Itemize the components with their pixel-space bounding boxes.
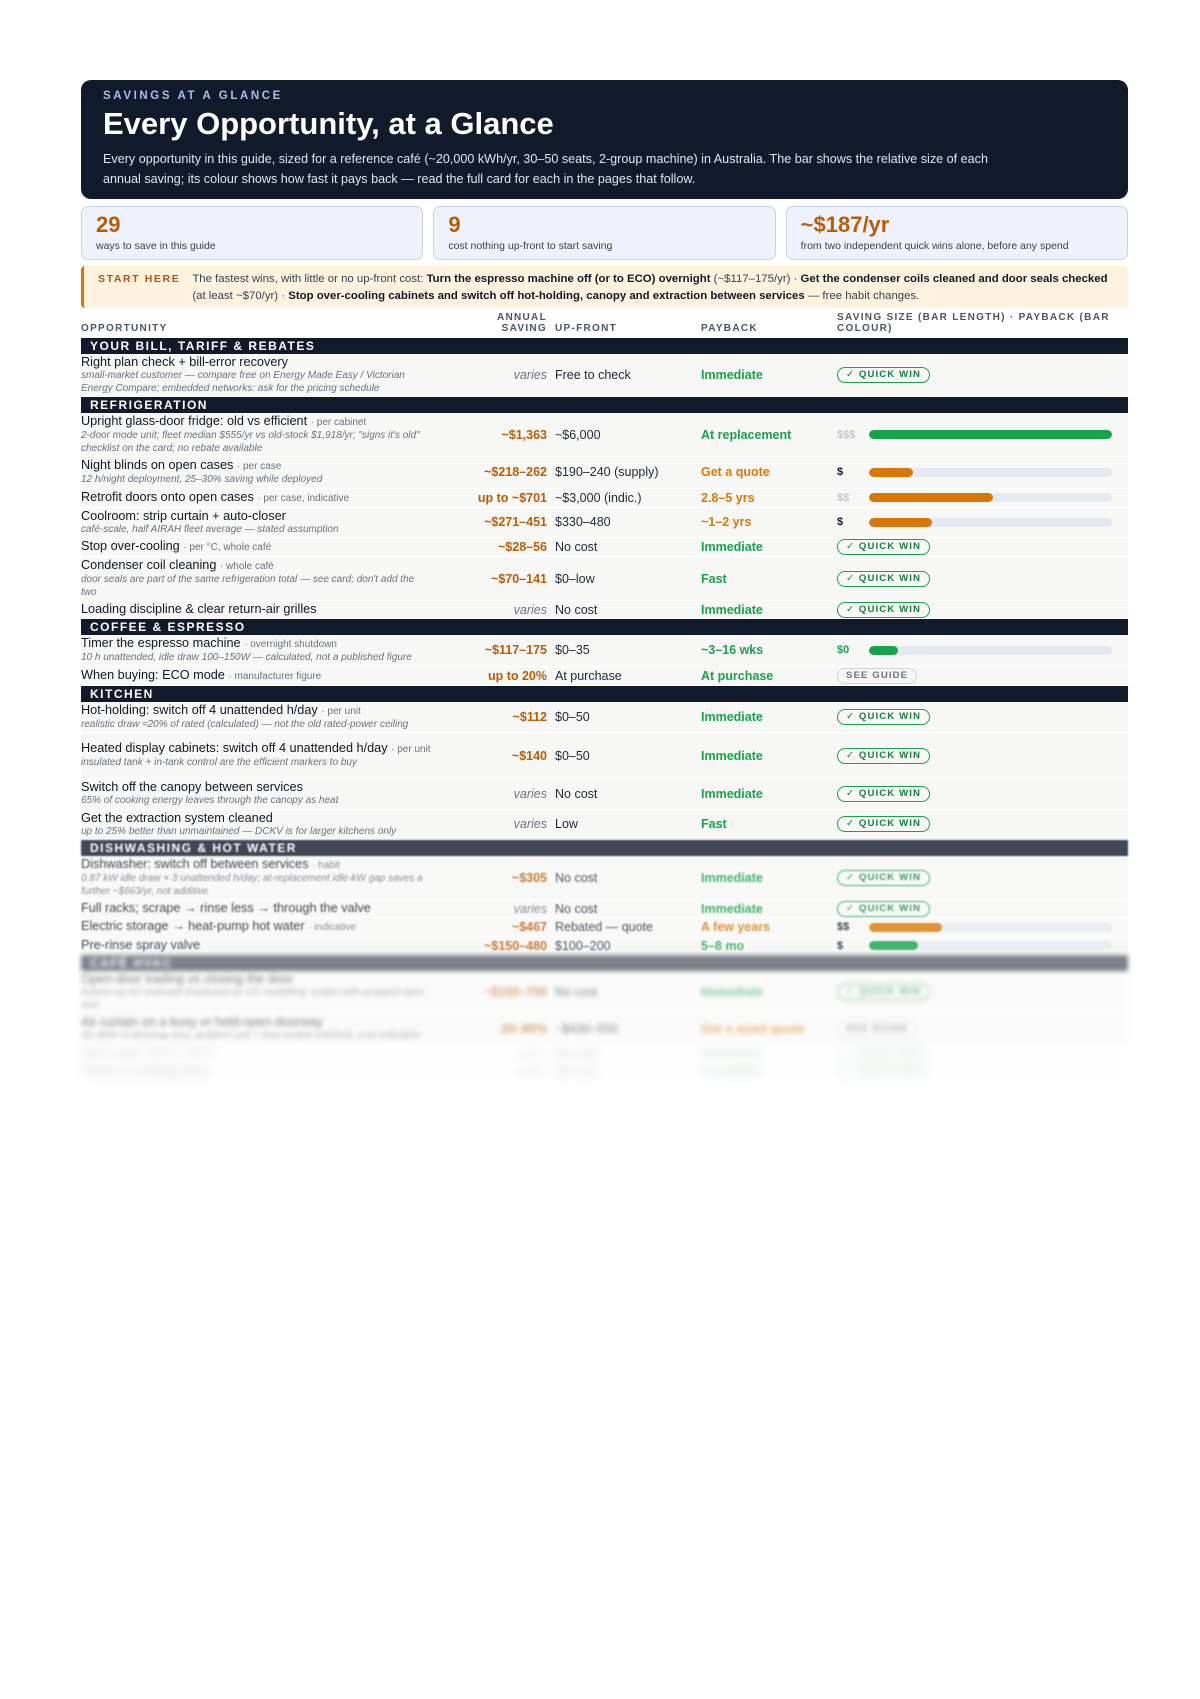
upfront-cost: $0–low bbox=[555, 571, 595, 586]
opportunity-qualifier: · per °C, whole café bbox=[183, 542, 272, 553]
opportunity-name: Condenser coil cleaning bbox=[81, 558, 217, 572]
annual-saving: ~$1,363 bbox=[501, 427, 547, 442]
upfront-cost: ~$430–550 bbox=[555, 1021, 618, 1036]
opportunity-title bbox=[81, 355, 451, 370]
opportunity-title bbox=[81, 780, 451, 795]
cost-level: $$ bbox=[837, 491, 850, 504]
upfront-cost: ~$3,000 (indic.) bbox=[555, 490, 642, 505]
opportunity-name: Get the extraction system cleaned bbox=[81, 810, 273, 825]
payback-period: Immediate bbox=[701, 602, 763, 617]
opportunity-qualifier: · indicative bbox=[308, 922, 356, 933]
column-header-bar: SAVING SIZE (BAR LENGTH) · PAYBACK (BAR COLOUR) bbox=[837, 312, 1110, 334]
section-header: DISHWASHING & HOT WATER bbox=[81, 840, 1128, 856]
opportunity-name: Upright glass-door fridge: old vs efficient bbox=[81, 414, 308, 428]
opportunity-cell bbox=[81, 856, 451, 899]
saving-bar bbox=[869, 430, 1112, 439]
payback-period: Immediate bbox=[701, 748, 763, 763]
saving-size-cell bbox=[837, 1063, 1128, 1079]
upfront-cost: At purchase bbox=[555, 668, 622, 683]
opportunity-title bbox=[81, 490, 451, 506]
stats-row bbox=[81, 206, 1128, 260]
saving-size-cell bbox=[837, 870, 1128, 886]
saving-bar-track bbox=[869, 923, 1112, 932]
opportunity-table bbox=[81, 338, 1128, 1081]
payback-period: Immediate bbox=[701, 1046, 763, 1060]
opportunity-name: Open-door trading vs closing the door bbox=[81, 972, 294, 986]
saving-bar bbox=[869, 468, 913, 477]
see-guide-badge: SEE GUIDE bbox=[837, 1021, 917, 1037]
section-header: CAFÉ HVAC bbox=[81, 955, 1128, 971]
quick-win-badge: ✓ QUICK WIN bbox=[837, 602, 930, 618]
saving-size-cell bbox=[837, 709, 1128, 725]
table-row bbox=[81, 810, 1128, 841]
opportunity-note: bottom-up AU estimate bracketed by US modelling; scales with propped-open time bbox=[81, 987, 425, 1011]
section-header: KITCHEN bbox=[81, 686, 1128, 702]
opportunity-note: up to 25% better than unmaintained — DCKV is for larger kitchens only bbox=[81, 825, 397, 837]
opportunity-title bbox=[81, 901, 451, 916]
column-header-saving: ANNUAL SAVING bbox=[496, 312, 547, 334]
saving-bar-track bbox=[869, 430, 1112, 439]
opportunity-note: café-scale, half AIRAH fleet average — stated assumption bbox=[81, 523, 339, 535]
payback-period: Get a quote bbox=[701, 465, 770, 480]
hero-intro: Every opportunity in this guide, sized for a reference café (~20,000 kWh/yr, 30–50 seats, 2-group machine) in Australia. The bar shows the relative size of each annual saving; its colour shows how fast it pays back — read the full card for each in the pages that follow. bbox=[103, 152, 988, 186]
annual-saving: up to 20% bbox=[487, 668, 547, 683]
start-highlight: Stop over-cooling cabinets and switch off hot-holding, canopy and extraction between services bbox=[288, 290, 805, 302]
annual-saving: varies bbox=[513, 817, 547, 832]
quick-win-badge: ✓ QUICK WIN bbox=[837, 816, 930, 832]
annual-saving: up to ~$701 bbox=[477, 490, 547, 505]
saving-size-cell bbox=[837, 816, 1128, 832]
table-row bbox=[81, 971, 1128, 1014]
page-title: Every Opportunity, at a Glance bbox=[103, 106, 554, 141]
upfront-cost: $0–35 bbox=[555, 643, 590, 658]
section-header: COFFEE & ESPRESSO bbox=[81, 619, 1128, 635]
saving-bar bbox=[869, 646, 898, 655]
start-text: (~$117–175/yr) · bbox=[710, 273, 801, 285]
column-header-payback: PAYBACK bbox=[701, 323, 758, 334]
upfront-cost: No cost bbox=[555, 901, 598, 916]
opportunity-name: Retrofit doors onto open cases bbox=[81, 489, 254, 504]
stat-value: ~$187/yr bbox=[800, 212, 890, 237]
opportunity-note: door seals are part of the same refrigeration total — see card; don't add the two bbox=[81, 574, 415, 598]
saving-size-cell bbox=[837, 429, 1128, 441]
saving-size-cell bbox=[837, 644, 1128, 656]
opportunity-cell bbox=[81, 810, 451, 840]
section-header: REFRIGERATION bbox=[81, 397, 1128, 413]
opportunity-qualifier: · per case bbox=[236, 461, 282, 472]
opportunity-cell bbox=[81, 457, 451, 488]
opportunity-qualifier: · manufacturer figure bbox=[228, 670, 322, 682]
opportunity-note: insulated tank + in-tank control are the efficient markers to buy bbox=[81, 757, 357, 769]
annual-saving: ~$218–262 bbox=[484, 465, 547, 480]
saving-size-cell bbox=[837, 492, 1128, 504]
upfront-cost: $190–240 (supply) bbox=[555, 465, 659, 480]
saving-size-cell bbox=[837, 466, 1128, 478]
annual-saving: ~$150–700 bbox=[484, 985, 547, 999]
stat-value: 29 bbox=[96, 212, 121, 237]
upfront-cost: No cost bbox=[555, 1064, 598, 1078]
opportunity-title bbox=[81, 558, 451, 574]
saving-bar bbox=[869, 923, 942, 932]
start-highlight: Get the condenser coils cleaned and door seals checked bbox=[800, 273, 1108, 285]
start-text: The fastest wins, with little or no up-front cost: bbox=[192, 273, 427, 285]
table-row bbox=[81, 457, 1128, 489]
opportunity-title bbox=[81, 414, 451, 430]
saving-bar-track bbox=[869, 941, 1112, 950]
saving-size-cell bbox=[837, 984, 1128, 1000]
saving-bar-track bbox=[869, 646, 1112, 655]
annual-saving: ~$305 bbox=[511, 870, 547, 885]
table-section bbox=[81, 397, 1128, 619]
table-section bbox=[81, 338, 1128, 397]
opportunity-cell bbox=[81, 508, 451, 538]
section-header: YOUR BILL, TARIFF & REBATES bbox=[81, 338, 1128, 354]
table-row bbox=[81, 489, 1128, 508]
opportunity-name: Heated display cabinets: switch off 4 unattended h/day bbox=[81, 741, 388, 756]
upfront-cost: $0–50 bbox=[555, 709, 590, 724]
payback-period: Immediate bbox=[701, 786, 763, 801]
opportunity-title bbox=[81, 1015, 451, 1030]
opportunity-note: realistic draw ≈20% of rated (calculated) — not the old rated-power ceiling bbox=[81, 718, 409, 730]
hero-eyebrow: SAVINGS AT A GLANCE bbox=[103, 90, 283, 102]
table-header bbox=[81, 308, 1128, 338]
annual-saving: ~$140 bbox=[511, 748, 547, 763]
annual-saving: ~$467 bbox=[511, 920, 547, 934]
payback-period: 2.8–5 yrs bbox=[701, 490, 755, 505]
saving-size-cell bbox=[837, 748, 1128, 764]
opportunity-title bbox=[81, 857, 451, 873]
opportunity-cell bbox=[81, 354, 451, 396]
opportunity-cell bbox=[81, 635, 451, 666]
quick-win-badge: ✓ QUICK WIN bbox=[837, 571, 930, 587]
opportunity-cell bbox=[81, 740, 451, 771]
annual-saving: varies bbox=[513, 786, 547, 801]
opportunity-qualifier: · per cabinet bbox=[310, 417, 367, 428]
upfront-cost: ~$6,000 bbox=[555, 427, 601, 442]
upfront-cost: $100–200 bbox=[555, 938, 611, 953]
opportunity-title bbox=[81, 636, 451, 652]
opportunity-name: Timer the espresso machine bbox=[81, 636, 241, 650]
quick-win-badge: ✓ QUICK WIN bbox=[837, 901, 930, 917]
opportunity-name: Full racks; scrape → rinse less → through the valve bbox=[81, 901, 371, 915]
opportunity-name: Set it once: 24°C / 20°C bbox=[81, 1045, 216, 1060]
opportunity-name: When buying: ECO mode bbox=[81, 667, 225, 682]
opportunity-title bbox=[81, 919, 451, 935]
opportunity-cell bbox=[81, 702, 451, 733]
annual-saving: ~$117–175 bbox=[484, 643, 547, 658]
table-row bbox=[81, 702, 1128, 734]
stat-label: cost nothing up-front to start saving bbox=[448, 240, 613, 252]
saving-bar-track bbox=[869, 468, 1112, 477]
payback-period: Immediate bbox=[701, 901, 763, 916]
opportunity-note: 2-door mode unit; fleet median $555/yr vs old-stock $1,918/yr; "signs it's old" checklist on the card; no rebate available bbox=[81, 430, 420, 454]
annual-saving: ~$112 bbox=[512, 709, 547, 724]
stat-card-free bbox=[433, 206, 775, 260]
payback-period: ~3–16 wks bbox=[701, 643, 764, 658]
table-row bbox=[81, 413, 1128, 457]
opportunity-name: Hot-holding: switch off 4 unattended h/day bbox=[81, 702, 318, 717]
cost-level: $ bbox=[837, 939, 844, 952]
saving-bar bbox=[869, 941, 918, 950]
upfront-cost: No cost bbox=[555, 985, 598, 999]
opportunity-name: Right plan check + bill-error recovery bbox=[81, 355, 288, 369]
payback-period: Immediate bbox=[701, 540, 763, 554]
stat-label: from two independent quick wins alone, before any spend bbox=[800, 240, 1069, 252]
annual-saving: ~$150–480 bbox=[484, 938, 547, 953]
payback-period: 5–8 mo bbox=[701, 938, 745, 953]
quick-win-badge: ✓ QUICK WIN bbox=[837, 984, 930, 1000]
opportunity-name: Coolroom: strip curtain + auto-closer bbox=[81, 508, 286, 523]
opportunity-cell bbox=[81, 601, 451, 618]
payback-period: ~1–2 yrs bbox=[701, 515, 752, 530]
annual-saving: varies bbox=[513, 1064, 547, 1078]
payback-period: Immediate bbox=[701, 870, 763, 885]
cost-level: $$$ bbox=[837, 428, 856, 441]
saving-bar-track bbox=[869, 493, 1112, 502]
stat-label: ways to save in this guide bbox=[96, 240, 216, 252]
cost-level: $$ bbox=[837, 921, 850, 933]
opportunity-cell bbox=[81, 971, 451, 1013]
opportunity-title bbox=[81, 1046, 451, 1061]
payback-period: Immediate bbox=[701, 985, 763, 999]
table-row bbox=[81, 856, 1128, 900]
opportunity-name: Timers to trading hours bbox=[81, 1063, 211, 1078]
opportunity-name: Loading discipline & clear return-air grilles bbox=[81, 602, 317, 616]
opportunity-note: 10 h unattended, idle draw 100–150W — calculated, not a published figure bbox=[81, 652, 412, 663]
upfront-cost: $0–50 bbox=[555, 748, 590, 763]
saving-size-cell bbox=[837, 668, 1128, 684]
start-here-tag: START HERE bbox=[98, 273, 181, 285]
start-text: — free habit changes. bbox=[804, 290, 920, 302]
upfront-cost: No cost bbox=[555, 786, 598, 801]
stat-value: 9 bbox=[448, 212, 461, 237]
opportunity-note: 65% of cooking energy leaves through the canopy as heat bbox=[81, 795, 339, 806]
opportunity-title bbox=[81, 509, 451, 524]
table-row bbox=[81, 1014, 1128, 1045]
quick-win-badge: ✓ QUICK WIN bbox=[837, 539, 930, 555]
table-row bbox=[81, 937, 1128, 955]
opportunity-title bbox=[81, 811, 451, 826]
annual-saving: varies bbox=[513, 901, 547, 916]
annual-saving: ~$28–56 bbox=[497, 540, 547, 554]
opportunity-qualifier: · per unit bbox=[391, 744, 431, 756]
opportunity-title bbox=[81, 668, 451, 684]
saving-bar bbox=[869, 493, 993, 502]
opportunity-cell bbox=[81, 538, 451, 556]
upfront-cost: No cost bbox=[555, 602, 598, 617]
opportunity-qualifier: · overnight shutdown bbox=[244, 639, 337, 650]
table-row bbox=[81, 557, 1128, 601]
saving-bar-track bbox=[869, 518, 1112, 527]
opportunity-qualifier: · per case, indicative bbox=[257, 492, 350, 504]
annual-saving: ~$70–141 bbox=[491, 571, 547, 586]
table-row bbox=[81, 779, 1128, 810]
quick-win-badge: ✓ QUICK WIN bbox=[837, 1045, 930, 1061]
table-row bbox=[81, 667, 1128, 686]
quick-win-badge: ✓ QUICK WIN bbox=[837, 786, 930, 802]
saving-size-cell bbox=[837, 1021, 1128, 1037]
opportunity-qualifier: · per unit bbox=[321, 705, 361, 717]
upfront-cost: No cost bbox=[555, 540, 598, 554]
table-row bbox=[81, 601, 1128, 619]
opportunity-name: Air curtain on a busy or held-open doorway bbox=[81, 1015, 323, 1029]
annual-saving: varies bbox=[513, 602, 547, 617]
saving-size-cell bbox=[837, 539, 1128, 555]
saving-bar bbox=[869, 518, 932, 527]
table-section bbox=[81, 619, 1128, 686]
opportunity-note: 20–80% of doorway loss; ambient unit + door-switch interlock; cost indicative bbox=[81, 1030, 421, 1041]
opportunity-title bbox=[81, 938, 451, 953]
table-row bbox=[81, 733, 1128, 779]
opportunity-name: Night blinds on open cases bbox=[81, 458, 234, 472]
start-highlight: Turn the espresso machine off (or to ECO) overnight bbox=[426, 273, 711, 285]
opportunity-title bbox=[81, 602, 451, 617]
opportunity-note: 0.87 kW idle draw × 3 unattended h/day; at-replacement idle-kW gap saves a further ~$663/yr, not additive bbox=[81, 873, 423, 897]
start-here-callout bbox=[81, 266, 1128, 308]
opportunity-cell bbox=[81, 667, 451, 685]
opportunity-name: Switch off the canopy between services bbox=[81, 780, 303, 794]
opportunity-cell bbox=[81, 489, 451, 507]
payback-period: Immediate bbox=[701, 709, 763, 724]
table-section bbox=[81, 686, 1128, 841]
upfront-cost: Free to check bbox=[555, 368, 631, 382]
column-header-opportunity: OPPORTUNITY bbox=[81, 323, 168, 334]
saving-size-cell bbox=[837, 367, 1128, 383]
quick-win-badge: ✓ QUICK WIN bbox=[837, 1063, 930, 1079]
opportunity-cell bbox=[81, 1063, 451, 1080]
table-section bbox=[81, 955, 1128, 1081]
opportunity-qualifier: · habit bbox=[312, 860, 340, 871]
opportunity-name: Dishwasher: switch off between services bbox=[81, 857, 309, 871]
saving-size-cell bbox=[837, 571, 1128, 587]
opportunity-cell bbox=[81, 937, 451, 954]
quick-win-badge: ✓ QUICK WIN bbox=[837, 748, 930, 764]
opportunity-cell bbox=[81, 1045, 451, 1062]
start-text: (at least ~$70/yr) · bbox=[192, 290, 289, 302]
opportunity-cell bbox=[81, 918, 451, 936]
saving-size-cell bbox=[837, 921, 1128, 933]
saving-size-cell bbox=[837, 516, 1128, 528]
saving-size-cell bbox=[837, 940, 1128, 952]
table-row bbox=[81, 900, 1128, 918]
quick-win-badge: ✓ QUICK WIN bbox=[837, 367, 930, 383]
table-section bbox=[81, 840, 1128, 955]
opportunity-title bbox=[81, 458, 451, 474]
opportunity-title bbox=[81, 703, 451, 719]
opportunity-cell bbox=[81, 1014, 451, 1044]
table-row bbox=[81, 508, 1128, 539]
opportunity-cell bbox=[81, 557, 451, 600]
opportunity-cell bbox=[81, 779, 451, 809]
upfront-cost: $330–480 bbox=[555, 515, 611, 530]
column-header-upfront: UP-FRONT bbox=[555, 323, 618, 334]
opportunity-note: small-market customer — compare free on Energy Made Easy / Victorian Energy Compare; embedded networks: ask for the pricing schedule bbox=[81, 370, 405, 394]
payback-period: Immediate bbox=[701, 1064, 763, 1078]
table-row bbox=[81, 354, 1128, 397]
payback-period: Fast bbox=[701, 571, 727, 586]
table-row bbox=[81, 538, 1128, 557]
annual-saving: varies bbox=[513, 368, 547, 382]
payback-period: At replacement bbox=[701, 427, 792, 442]
upfront-cost: Rebated — quote bbox=[555, 920, 653, 934]
payback-period: Fast bbox=[701, 817, 727, 832]
saving-size-cell bbox=[837, 602, 1128, 618]
stat-card-quick-wins bbox=[786, 206, 1128, 260]
glance-page bbox=[81, 80, 1128, 1081]
payback-period: Get a sized quote bbox=[701, 1021, 805, 1036]
upfront-cost: No cost bbox=[555, 1046, 598, 1060]
payback-period: A few years bbox=[701, 920, 771, 934]
saving-size-cell bbox=[837, 1045, 1128, 1061]
see-guide-badge: SEE GUIDE bbox=[837, 668, 917, 684]
opportunity-title bbox=[81, 539, 451, 555]
quick-win-badge: ✓ QUICK WIN bbox=[837, 870, 930, 886]
cost-level: $ bbox=[837, 466, 844, 479]
saving-size-cell bbox=[837, 786, 1128, 802]
stat-card-ways bbox=[81, 206, 423, 260]
quick-win-badge: ✓ QUICK WIN bbox=[837, 709, 930, 725]
table-row bbox=[81, 1063, 1128, 1081]
payback-period: Immediate bbox=[701, 368, 763, 382]
upfront-cost: Low bbox=[555, 817, 578, 832]
table-row bbox=[81, 918, 1128, 937]
table-row bbox=[81, 635, 1128, 667]
cost-level: $0 bbox=[837, 644, 850, 657]
annual-saving: ~$271–451 bbox=[484, 515, 547, 530]
opportunity-cell bbox=[81, 900, 451, 917]
opportunity-note: 12 h/night deployment, 25–30% saving while deployed bbox=[81, 474, 323, 485]
start-here-text bbox=[192, 271, 1112, 303]
opportunity-title bbox=[81, 1064, 451, 1079]
opportunity-name: Pre-rinse spray valve bbox=[81, 938, 201, 952]
opportunity-name: Stop over-cooling bbox=[81, 539, 180, 553]
saving-size-cell bbox=[837, 901, 1128, 917]
opportunity-name: Electric storage → heat-pump hot water bbox=[81, 919, 305, 933]
annual-saving: varies bbox=[513, 1046, 547, 1060]
opportunity-qualifier: · whole café bbox=[219, 561, 274, 572]
upfront-cost: No cost bbox=[555, 870, 598, 885]
annual-saving: 20–80% bbox=[501, 1021, 547, 1036]
cost-level: $ bbox=[837, 516, 844, 529]
table-row bbox=[81, 1045, 1128, 1063]
payback-period: At purchase bbox=[701, 668, 774, 683]
opportunity-title bbox=[81, 741, 451, 757]
opportunity-cell bbox=[81, 413, 451, 456]
opportunity-title bbox=[81, 972, 451, 987]
hero-banner bbox=[81, 80, 1128, 199]
